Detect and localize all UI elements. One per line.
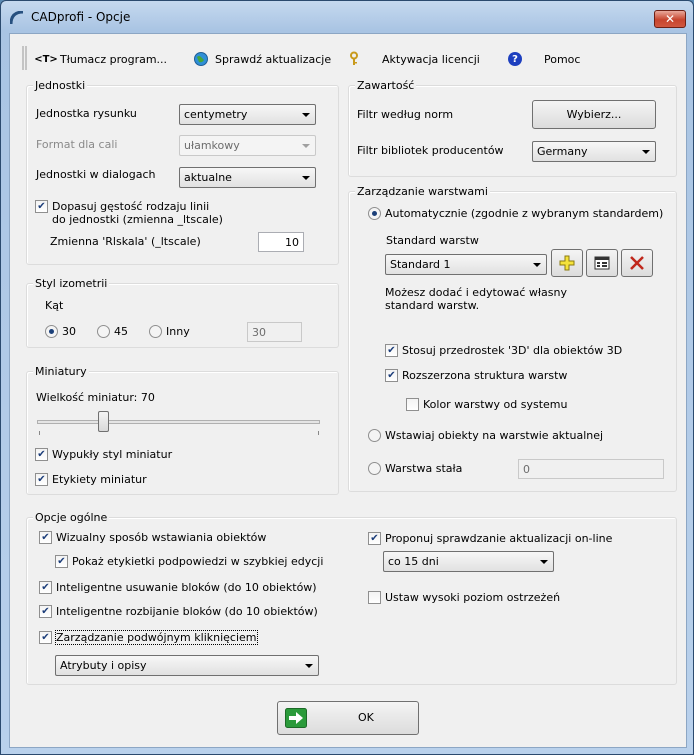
dialog-units-label: Jednostki w dialogach <box>36 168 156 181</box>
plus-icon <box>559 255 575 271</box>
slider-tick <box>318 431 319 435</box>
layers-group-title: Zarządzanie warstwami <box>357 185 488 198</box>
chevron-down-icon <box>642 150 650 154</box>
close-button[interactable]: ✕ <box>654 10 686 28</box>
update-interval-select[interactable] <box>383 551 554 572</box>
dialog-units-value: aktualne <box>184 171 232 184</box>
thumbnail-size-slider-thumb[interactable] <box>98 411 109 432</box>
layers-group <box>348 185 677 492</box>
ltscale-checkbox[interactable] <box>35 200 223 226</box>
ok-button[interactable] <box>277 701 419 735</box>
checkmark-icon: ✔ <box>39 631 52 644</box>
radio-icon <box>368 462 381 475</box>
fixed-layer-radio[interactable] <box>368 462 462 475</box>
radio-selected-icon <box>45 325 58 338</box>
library-filter-select[interactable] <box>532 141 656 162</box>
extended-structure-checkbox[interactable] <box>385 369 567 382</box>
norm-filter-label: Filtr według norm <box>357 108 454 121</box>
rlskala-label: Zmienna 'Rlskala' (_ltscale) <box>50 235 201 248</box>
units-group <box>26 79 339 265</box>
layer-standard-value: Standard 1 <box>390 258 451 271</box>
angle-label: Kąt <box>45 299 64 312</box>
library-filter-value: Germany <box>537 145 588 158</box>
insert-current-layer-label: Wstawiaj obiekty na warstwie aktualnej <box>385 429 604 442</box>
thumbnails-group <box>26 365 339 495</box>
angle-radio-45[interactable] <box>97 325 128 338</box>
inch-format-select[interactable] <box>179 135 316 156</box>
prefix-3d-label: Stosuj przedrostek '3D' dla obiektów 3D <box>402 344 623 357</box>
cadprofi-logo-icon <box>10 11 24 25</box>
drawing-unit-select[interactable] <box>179 104 316 125</box>
high-warning-label: Ustaw wysoki poziom ostrzeżeń <box>385 591 561 604</box>
convex-thumbnails-checkbox[interactable] <box>35 448 172 461</box>
globe-icon <box>193 51 209 67</box>
radio-selected-icon <box>368 207 381 220</box>
translator-button[interactable] <box>34 50 168 68</box>
checkmark-icon: ✔ <box>368 532 381 545</box>
check-updates-label: Sprawdź aktualizacje <box>215 52 332 66</box>
dialog-client-area <box>9 33 687 748</box>
double-click-checkbox[interactable] <box>39 631 257 644</box>
angle-30-label: 30 <box>62 325 76 338</box>
inch-format-value: ułamkowy <box>184 139 240 152</box>
library-filter-label: Filtr bibliotek producentów <box>357 144 504 157</box>
drawing-unit-value: centymetry <box>184 108 248 121</box>
layer-standard-hint: Możesz dodać i edytować własny standard warstw. <box>385 286 567 312</box>
delete-standard-button[interactable] <box>621 249 653 277</box>
layer-standard-label: Standard warstw <box>386 234 479 247</box>
dialog-units-select[interactable] <box>179 167 316 188</box>
checkmark-icon: ✔ <box>39 581 52 594</box>
update-interval-value: co 15 dni <box>388 555 439 568</box>
isometric-group <box>26 277 339 348</box>
license-activation-button[interactable] <box>346 50 480 68</box>
ok-label: OK <box>358 711 374 724</box>
isometric-group-title: Styl izometrii <box>35 277 108 290</box>
angle-45-label: 45 <box>114 325 128 338</box>
angle-radio-30[interactable] <box>45 325 76 338</box>
system-color-checkbox[interactable] <box>406 398 567 411</box>
translate-icon: <T> <box>34 53 58 65</box>
checkbox-empty-icon <box>406 398 419 411</box>
thumbnail-labels-checkbox[interactable] <box>35 473 147 486</box>
toolbar-grip[interactable] <box>22 46 27 70</box>
checkmark-icon: ✔ <box>35 473 48 486</box>
add-standard-button[interactable] <box>551 249 583 277</box>
prefix-3d-checkbox[interactable] <box>385 344 622 357</box>
high-warning-checkbox[interactable] <box>368 591 560 604</box>
slider-tick <box>39 431 40 435</box>
drawing-unit-label: Jednostka rysunku <box>36 107 137 120</box>
license-activation-label: Aktywacja licencji <box>382 52 480 66</box>
chevron-down-icon <box>302 176 310 180</box>
auto-layers-label: Automatycznie (zgodnie z wybranym standardem) <box>385 207 664 220</box>
inch-format-label: Format dla cali <box>36 138 118 151</box>
checkmark-icon: ✔ <box>39 531 52 544</box>
checkmark-icon: ✔ <box>385 369 398 382</box>
system-color-label: Kolor warstwy od systemu <box>423 398 568 411</box>
chevron-down-icon <box>302 144 310 148</box>
thumbnails-group-title: Miniatury <box>35 365 87 378</box>
radio-icon <box>149 325 162 338</box>
title-bar <box>1 1 693 33</box>
help-button[interactable] <box>508 50 580 68</box>
help-label: Pomoc <box>544 52 581 66</box>
ltscale-checkbox-label: Dopasuj gęstość rodzaju linii do jednostki (zmienna _ltscale) <box>52 200 223 226</box>
chevron-down-icon <box>540 560 548 564</box>
smart-delete-label: Inteligentne usuwanie bloków (do 10 obiektów) <box>56 581 317 594</box>
double-click-value: Atrybuty i opisy <box>60 659 147 672</box>
thumbnail-size-track[interactable] <box>37 420 320 424</box>
smart-delete-checkbox[interactable] <box>39 581 317 594</box>
visual-insert-label: Wizualny sposób wstawiania obiektów <box>56 531 267 544</box>
delete-x-icon <box>629 255 645 271</box>
checkmark-icon: ✔ <box>55 555 68 568</box>
rlskala-input[interactable]: 10 <box>258 232 304 252</box>
angle-other-input[interactable]: 30 <box>247 322 302 342</box>
checkmark-icon: ✔ <box>35 200 48 213</box>
checkmark-icon: ✔ <box>35 448 48 461</box>
chevron-down-icon <box>305 664 313 668</box>
visual-insert-checkbox[interactable] <box>39 531 266 544</box>
online-update-checkbox[interactable] <box>368 532 612 545</box>
checkbox-empty-icon <box>368 591 381 604</box>
convex-thumbnails-label: Wypukły styl miniatur <box>52 448 173 461</box>
units-group-title: Jednostki <box>35 79 86 92</box>
online-update-label: Proponuj sprawdzanie aktualizacji on-line <box>385 532 613 545</box>
arrow-right-icon <box>285 708 307 728</box>
window-title: CADprofi - Opcje <box>31 10 131 24</box>
angle-other-label: Inny <box>166 325 190 338</box>
choose-norms-button[interactable]: Wybierz... <box>532 100 656 129</box>
check-updates-button[interactable] <box>193 50 331 68</box>
thumbnail-size-label: Wielkość miniatur: 70 <box>36 391 155 404</box>
radio-icon <box>368 429 381 442</box>
double-click-label: Zarządzanie podwójnym kliknięciem <box>56 631 257 644</box>
content-group <box>348 79 677 177</box>
chevron-down-icon <box>533 263 541 267</box>
show-tooltips-label: Pokaż etykietki podpowiedzi w szybkiej edycji <box>72 555 324 568</box>
help-icon: ? <box>508 52 522 66</box>
thumbnail-labels-label: Etykiety miniatur <box>52 473 147 486</box>
show-tooltips-checkbox[interactable] <box>55 555 323 568</box>
extended-structure-label: Rozszerzona struktura warstw <box>402 369 568 382</box>
smart-explode-checkbox[interactable] <box>39 605 318 618</box>
checkmark-icon: ✔ <box>39 605 52 618</box>
chevron-down-icon <box>302 113 310 117</box>
translator-label: Tłumacz program... <box>60 52 168 66</box>
auto-layers-radio[interactable] <box>368 207 663 220</box>
edit-standard-button[interactable] <box>586 249 618 277</box>
layer-standard-select[interactable] <box>385 254 547 275</box>
fixed-layer-label: Warstwa stała <box>385 462 463 475</box>
general-options-title: Opcje ogólne <box>35 511 108 524</box>
insert-current-layer-radio[interactable] <box>368 429 603 442</box>
radio-icon <box>97 325 110 338</box>
edit-form-icon <box>594 256 610 270</box>
checkmark-icon: ✔ <box>385 344 398 357</box>
general-options-group <box>26 511 677 685</box>
smart-explode-label: Inteligentne rozbijanie bloków (do 10 obiektów) <box>56 605 318 618</box>
fixed-layer-input[interactable]: 0 <box>518 459 664 479</box>
double-click-select[interactable] <box>55 655 319 676</box>
angle-radio-other[interactable] <box>149 325 190 338</box>
content-group-title: Zawartość <box>357 79 415 92</box>
key-icon <box>346 51 362 67</box>
